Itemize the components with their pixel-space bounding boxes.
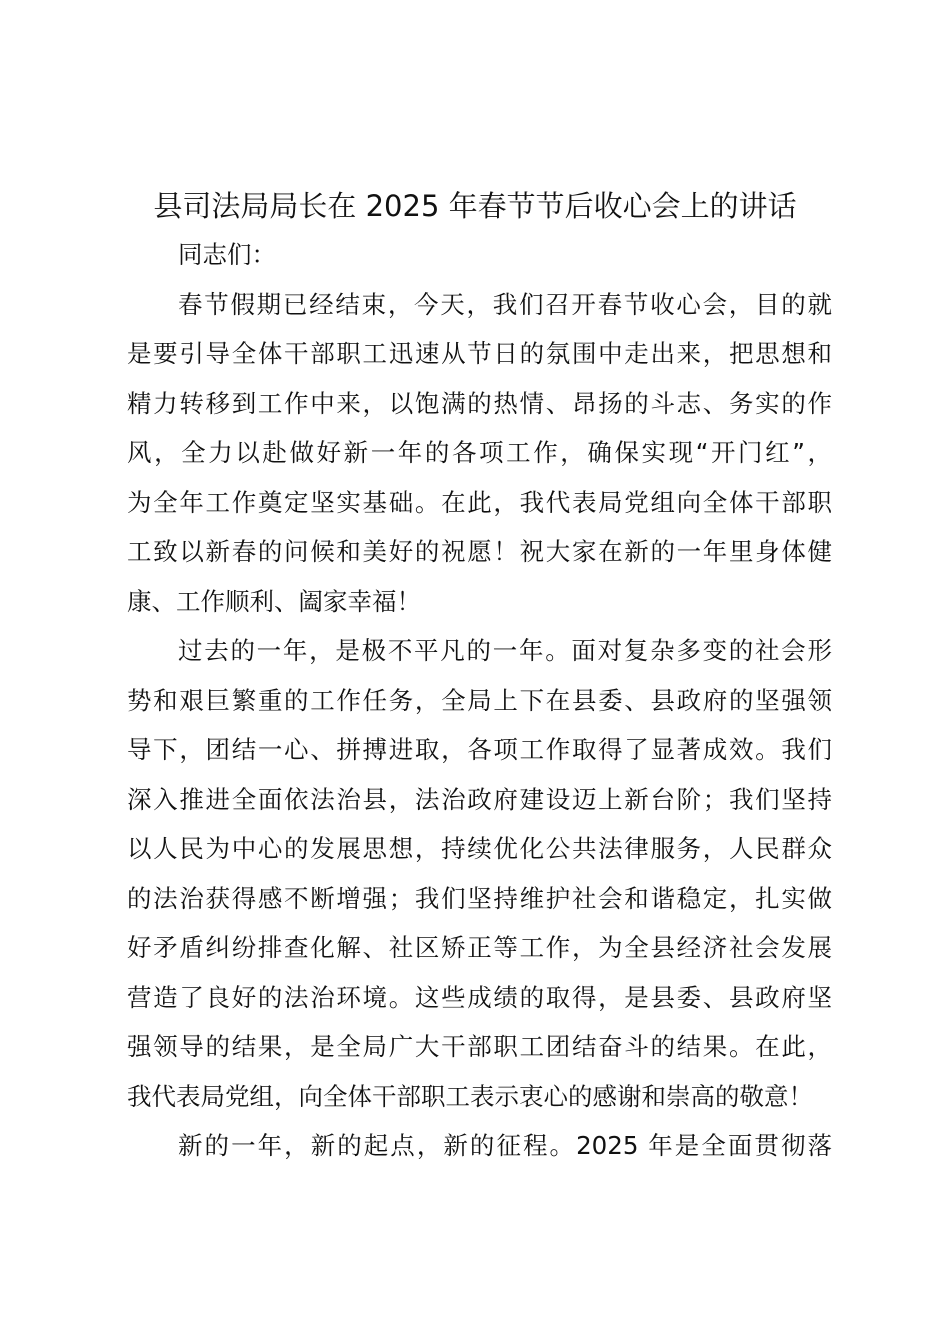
text-line: 导下，团结一心、拼搏进取，各项工作取得了显著成效。我们 xyxy=(127,735,832,764)
text-line: 同志们： xyxy=(178,240,276,269)
text-line: 康、工作顺利、阖家幸福！ xyxy=(127,586,421,616)
text-line: 风，全力以赴做好新一年的各项工作，确保实现“开门红”， xyxy=(127,438,832,467)
text-line: 过去的一年，是极不平凡的一年。面对复杂多变的社会形 xyxy=(178,636,832,665)
text-line: 我代表局党组，向全体干部职工表示衷心的感谢和崇高的敬意！ xyxy=(127,1081,813,1111)
text-line: 深入推进全面依法治县，法治政府建设迈上新台阶；我们坚持 xyxy=(127,784,832,814)
text-line: 春节假期已经结束，今天，我们召开春节收心会，目的就 xyxy=(178,289,832,319)
text-line: 以人民为中心的发展思想，持续优化公共法律服务，人民群众 xyxy=(127,834,832,863)
paragraph-1 xyxy=(127,280,832,627)
text-line: 营造了良好的法治环境。这些成绩的取得，是县委、县政府坚 xyxy=(127,982,832,1012)
document-title: 县司法局局长在 2025 年春节节后收心会上的讲话 xyxy=(153,189,797,223)
salutation xyxy=(127,230,832,280)
text-line: 是要引导全体干部职工迅速从节日的氛围中走出来，把思想和 xyxy=(127,339,832,368)
text-line: 为全年工作奠定坚实基础。在此，我代表局党组向全体干部职 xyxy=(127,487,832,517)
text-line: 工致以新春的问候和美好的祝愿！祝大家在新的一年里身体健 xyxy=(127,537,832,566)
text-line: 强领导的结果，是全局广大干部职工团结奋斗的结果。在此， xyxy=(127,1032,832,1061)
document-body xyxy=(127,230,832,1171)
text-line: 新的一年，新的起点，新的征程。2025 年是全面贯彻落 xyxy=(178,1131,832,1160)
paragraph-3 xyxy=(127,1121,832,1171)
text-line: 的法治获得感不断增强；我们坚持维护社会和谐稳定，扎实做 xyxy=(127,883,832,913)
text-line: 好矛盾纠纷排查化解、社区矫正等工作，为全县经济社会发展 xyxy=(127,933,832,962)
text-line: 势和艰巨繁重的工作任务，全局上下在县委、县政府的坚强领 xyxy=(127,685,832,715)
text-line: 精力转移到工作中来，以饱满的热情、昂扬的斗志、务实的作 xyxy=(127,388,832,418)
paragraph-2 xyxy=(127,626,832,1121)
